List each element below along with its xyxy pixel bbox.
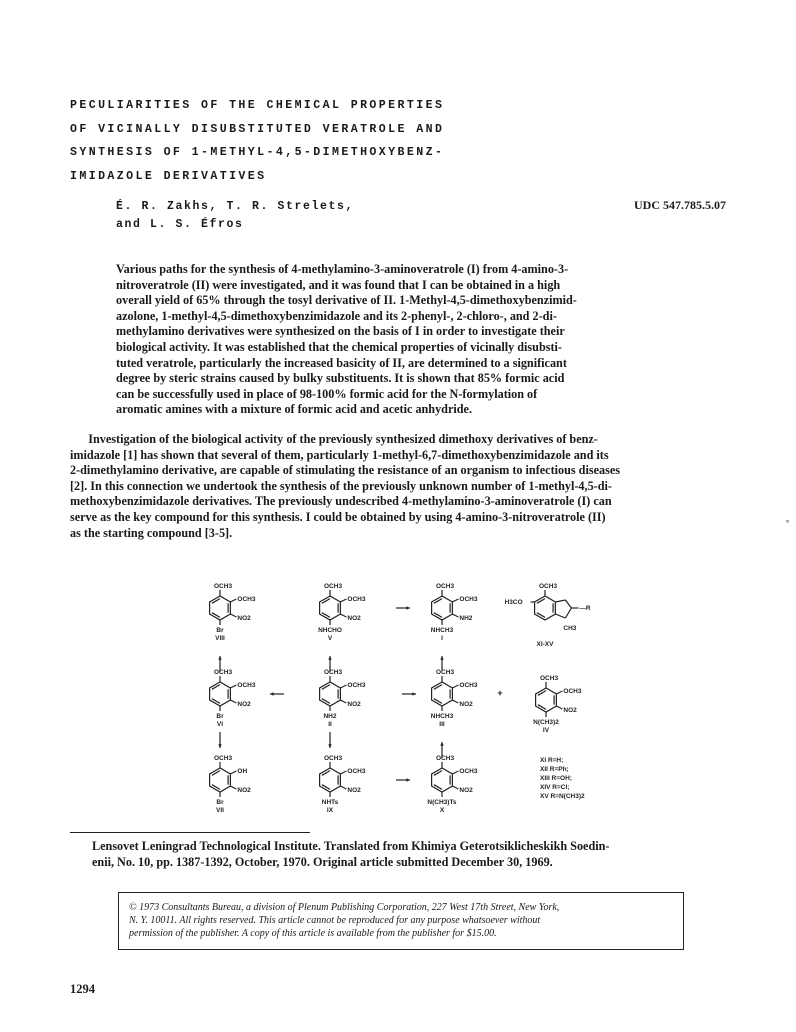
benzene-ring [432, 682, 453, 706]
margin-mark: ° [786, 519, 790, 528]
abstract-line: tuted veratrole, particularly the increased basicity of II, are determined to a significant [116, 355, 567, 370]
substituent-label: N(CH3)2 [533, 719, 559, 726]
bond [230, 685, 236, 688]
substituent-label: N(CH3)Ts [427, 799, 457, 806]
substituent-label: NO2 [237, 701, 251, 708]
arrow-head [328, 744, 331, 748]
bond [230, 786, 236, 789]
substituent-label: OCH3 [459, 596, 478, 603]
bond [565, 608, 571, 618]
body-line: [2]. In this connection we undertook the synthesis of the previously unknown number of 1-methyl-4,5-di- [70, 478, 612, 493]
bond [340, 614, 346, 617]
plus-sign: + [497, 688, 503, 698]
arrow-head [270, 692, 274, 695]
compound-label: XI-XV [536, 641, 554, 648]
compound-label: II [328, 721, 332, 728]
substituent-label: OCH3 [563, 688, 582, 695]
substituent-label: NO2 [459, 787, 473, 794]
abstract-line: overall yield of 65% through the tosyl derivative of II. 1-Methyl-4,5-dimethoxybenzimid- [116, 293, 577, 308]
substituent-label: OCH3 [347, 682, 366, 689]
abstract-line: degree by steric strains caused by bulky substituents. It is shown that 85% formic acid [116, 371, 565, 386]
title-line: IMIDAZOLE DERIVATIVES [70, 169, 267, 183]
compound-label: VII [216, 807, 224, 814]
substituent-label: OCH3 [459, 768, 478, 775]
abstract-line: Various paths for the synthesis of 4-methylamino-3-aminoveratrole (I) from 4-amino-3- [116, 262, 569, 276]
title-line: OF VICINALLY DISUBSTITUTED VERATROLE AND [70, 122, 445, 136]
substituent-label: NO2 [237, 615, 251, 622]
bond [452, 599, 458, 602]
substituent-label: OCH3 [214, 755, 233, 762]
page-number: 1294 [70, 982, 95, 996]
benzene-ring [210, 768, 231, 792]
arrow-head [406, 606, 410, 609]
article-title [70, 94, 510, 188]
substituent-label: OCH3 [436, 669, 455, 676]
abstract-line: azolone, 1-methyl-4,5-dimethoxybenzimidazole and its 2-phenyl-, 2-chloro-, and 2-di- [116, 308, 557, 323]
bond [340, 700, 346, 703]
arrow-head [218, 656, 221, 660]
compound-label: VI [216, 721, 224, 728]
author-line: É. R. Zakhs, T. R. Strelets, [116, 200, 355, 213]
bond [565, 600, 571, 608]
benzene-ring [432, 596, 453, 620]
compound-label: V [327, 635, 333, 642]
abstract-line: biological activity. It was established that the chemical properties of vicinally disubsti- [116, 339, 562, 354]
substituent-label: OCH3 [324, 669, 343, 676]
substituent-label: Br [216, 713, 224, 720]
substituent-label: OCH3 [436, 583, 455, 590]
substituent-label: NHTs [321, 799, 339, 806]
benzene-ring [320, 768, 341, 792]
substituent-label: NHCH3 [430, 713, 454, 720]
arrow-head [440, 656, 443, 660]
substituent-label: OCH3 [214, 669, 233, 676]
body-line: imidazole [1] has shown that several of them, particularly 1-methyl-6,7-dimethoxybenzimidazole and its [70, 447, 609, 462]
body-line: serve as the key compound for this synthesis. I could be obtained by using 4-amino-3-nitroveratrole (II) [70, 509, 606, 524]
bond [452, 771, 458, 774]
compound-label: IV [542, 727, 550, 734]
bond [230, 614, 236, 617]
bond [340, 786, 346, 789]
abstract-line: can be successfully used in place of 98-100% formic acid for the N-formylation of [116, 386, 538, 401]
substituent-label: NO2 [237, 787, 251, 794]
footnote-line: Lensovet Leningrad Technological Institute. Translated from Khimiya Geterotsiklicheskikh Soedin- [92, 839, 610, 853]
bond [452, 614, 458, 617]
substituent-label: H3CO [504, 599, 523, 606]
compound-label: IX [326, 807, 334, 814]
r-group-item: XIV R=Cl; [540, 784, 570, 791]
substituent-label: OCH3 [459, 682, 478, 689]
bond [555, 614, 565, 618]
reaction-scheme [190, 572, 620, 822]
abstract [116, 262, 672, 418]
benzene-ring [432, 768, 453, 792]
footnote-rule [70, 832, 310, 833]
body-line: Investigation of the biological activity of the previously synthesized dimethoxy derivatives of benz- [70, 432, 598, 446]
substituent-label: OCH3 [237, 682, 256, 689]
arrow-head [328, 656, 331, 660]
body-line: as the starting compound [3-5]. [70, 525, 233, 540]
bond [230, 700, 236, 703]
bond [230, 599, 236, 602]
benzene-ring [210, 596, 231, 620]
substituent-label: OCH3 [237, 596, 256, 603]
abstract-line: methylamino derivatives were synthesized on the basis of I in order to investigate their [116, 324, 565, 339]
abstract-line: aromatic amines with a mixture of formic acid and acetic anhydride. [116, 402, 472, 417]
benzene-ring [320, 596, 341, 620]
substituent-label: OCH3 [539, 583, 558, 590]
r-group-item: XI R=H; [540, 757, 564, 764]
benzene-ring [320, 682, 341, 706]
substituent-label: NO2 [347, 615, 361, 622]
compound-label: III [439, 721, 445, 728]
bond [556, 691, 562, 694]
substituent-label: NO2 [347, 701, 361, 708]
substituent-label: NO2 [459, 701, 473, 708]
substituent-label: OCH3 [324, 755, 343, 762]
r-group-item: XV R=N(CH3)2 [540, 793, 585, 800]
compound-label: I [441, 635, 443, 642]
compound-label: X [439, 807, 445, 814]
substituent-label: OCH3 [347, 768, 366, 775]
substituent-label: Br [216, 627, 224, 634]
affiliation-footnote [92, 838, 732, 870]
benzene-ring [535, 596, 556, 620]
bond [230, 771, 236, 774]
substituent-label: —R [579, 605, 591, 612]
substituent-label: OCH3 [214, 583, 233, 590]
benzene-ring [536, 688, 557, 712]
title-line: PECULIARITIES OF THE CHEMICAL PROPERTIES [70, 99, 445, 112]
substituent-label: OCH3 [324, 583, 343, 590]
substituent-label: NHCH3 [430, 627, 454, 634]
bond [340, 685, 346, 688]
body-line: 2-dimethylamino derivative, are capable of stimulating the resistance of an organism to infectious diseases [70, 463, 620, 478]
substituent-label: CH3 [563, 625, 577, 632]
substituent-label: Br [216, 799, 224, 806]
copyright-line: permission of the publisher. A copy of this article is available from the publisher for $15.00. [129, 928, 497, 940]
arrow-head [412, 692, 416, 695]
copyright-line: N. Y. 10011. All rights reserved. This article cannot be reproduced for any purpose whatsoever without [129, 915, 541, 927]
footnote-line: enii, No. 10, pp. 1387-1392, October, 1970. Original article submitted December 30, 1969. [92, 855, 553, 869]
arrow-head [218, 744, 221, 748]
bond [452, 685, 458, 688]
r-group-item: XII R=Ph; [540, 766, 569, 773]
bond [556, 706, 562, 709]
copyright-box [118, 892, 684, 950]
author-line: and L. S. Éfros [116, 217, 244, 231]
bond [340, 599, 346, 602]
arrow-head [440, 742, 443, 746]
body-paragraph [70, 432, 730, 541]
bond [340, 771, 346, 774]
compound-label: VIII [215, 635, 225, 642]
bond [452, 786, 458, 789]
abstract-line: nitroveratrole (II) were investigated, and it was found that I can be obtained in a high [116, 277, 561, 292]
copyright-line: © 1973 Consultants Bureau, a division of Plenum Publishing Corporation, 227 West 17th Street, New York, [129, 902, 560, 913]
arrow-head [406, 778, 410, 781]
substituent-label: NHCHO [318, 627, 342, 634]
substituent-label: OCH3 [540, 675, 559, 682]
substituent-label: NO2 [347, 787, 361, 794]
substituent-label: OCH3 [347, 596, 366, 603]
benzene-ring [210, 682, 231, 706]
substituent-label: OH [237, 768, 248, 775]
title-line: SYNTHESIS OF 1-METHYL-4,5-DIMETHOXYBENZ- [70, 146, 445, 159]
substituent-label: NH2 [459, 615, 473, 622]
substituent-label: NO2 [563, 707, 577, 714]
body-line: methoxybenzimidazole derivatives. The previously undescribed 4-methylamino-3-aminoveratrole (I) can [70, 494, 612, 509]
substituent-label: NH2 [323, 713, 337, 720]
r-group-item: XIII R=OH; [540, 775, 572, 782]
substituent-label: OCH3 [436, 755, 455, 762]
bond [555, 600, 565, 602]
bond [452, 700, 458, 703]
authors [116, 198, 354, 233]
udc-code: UDC 547.785.5.07 [634, 198, 726, 212]
